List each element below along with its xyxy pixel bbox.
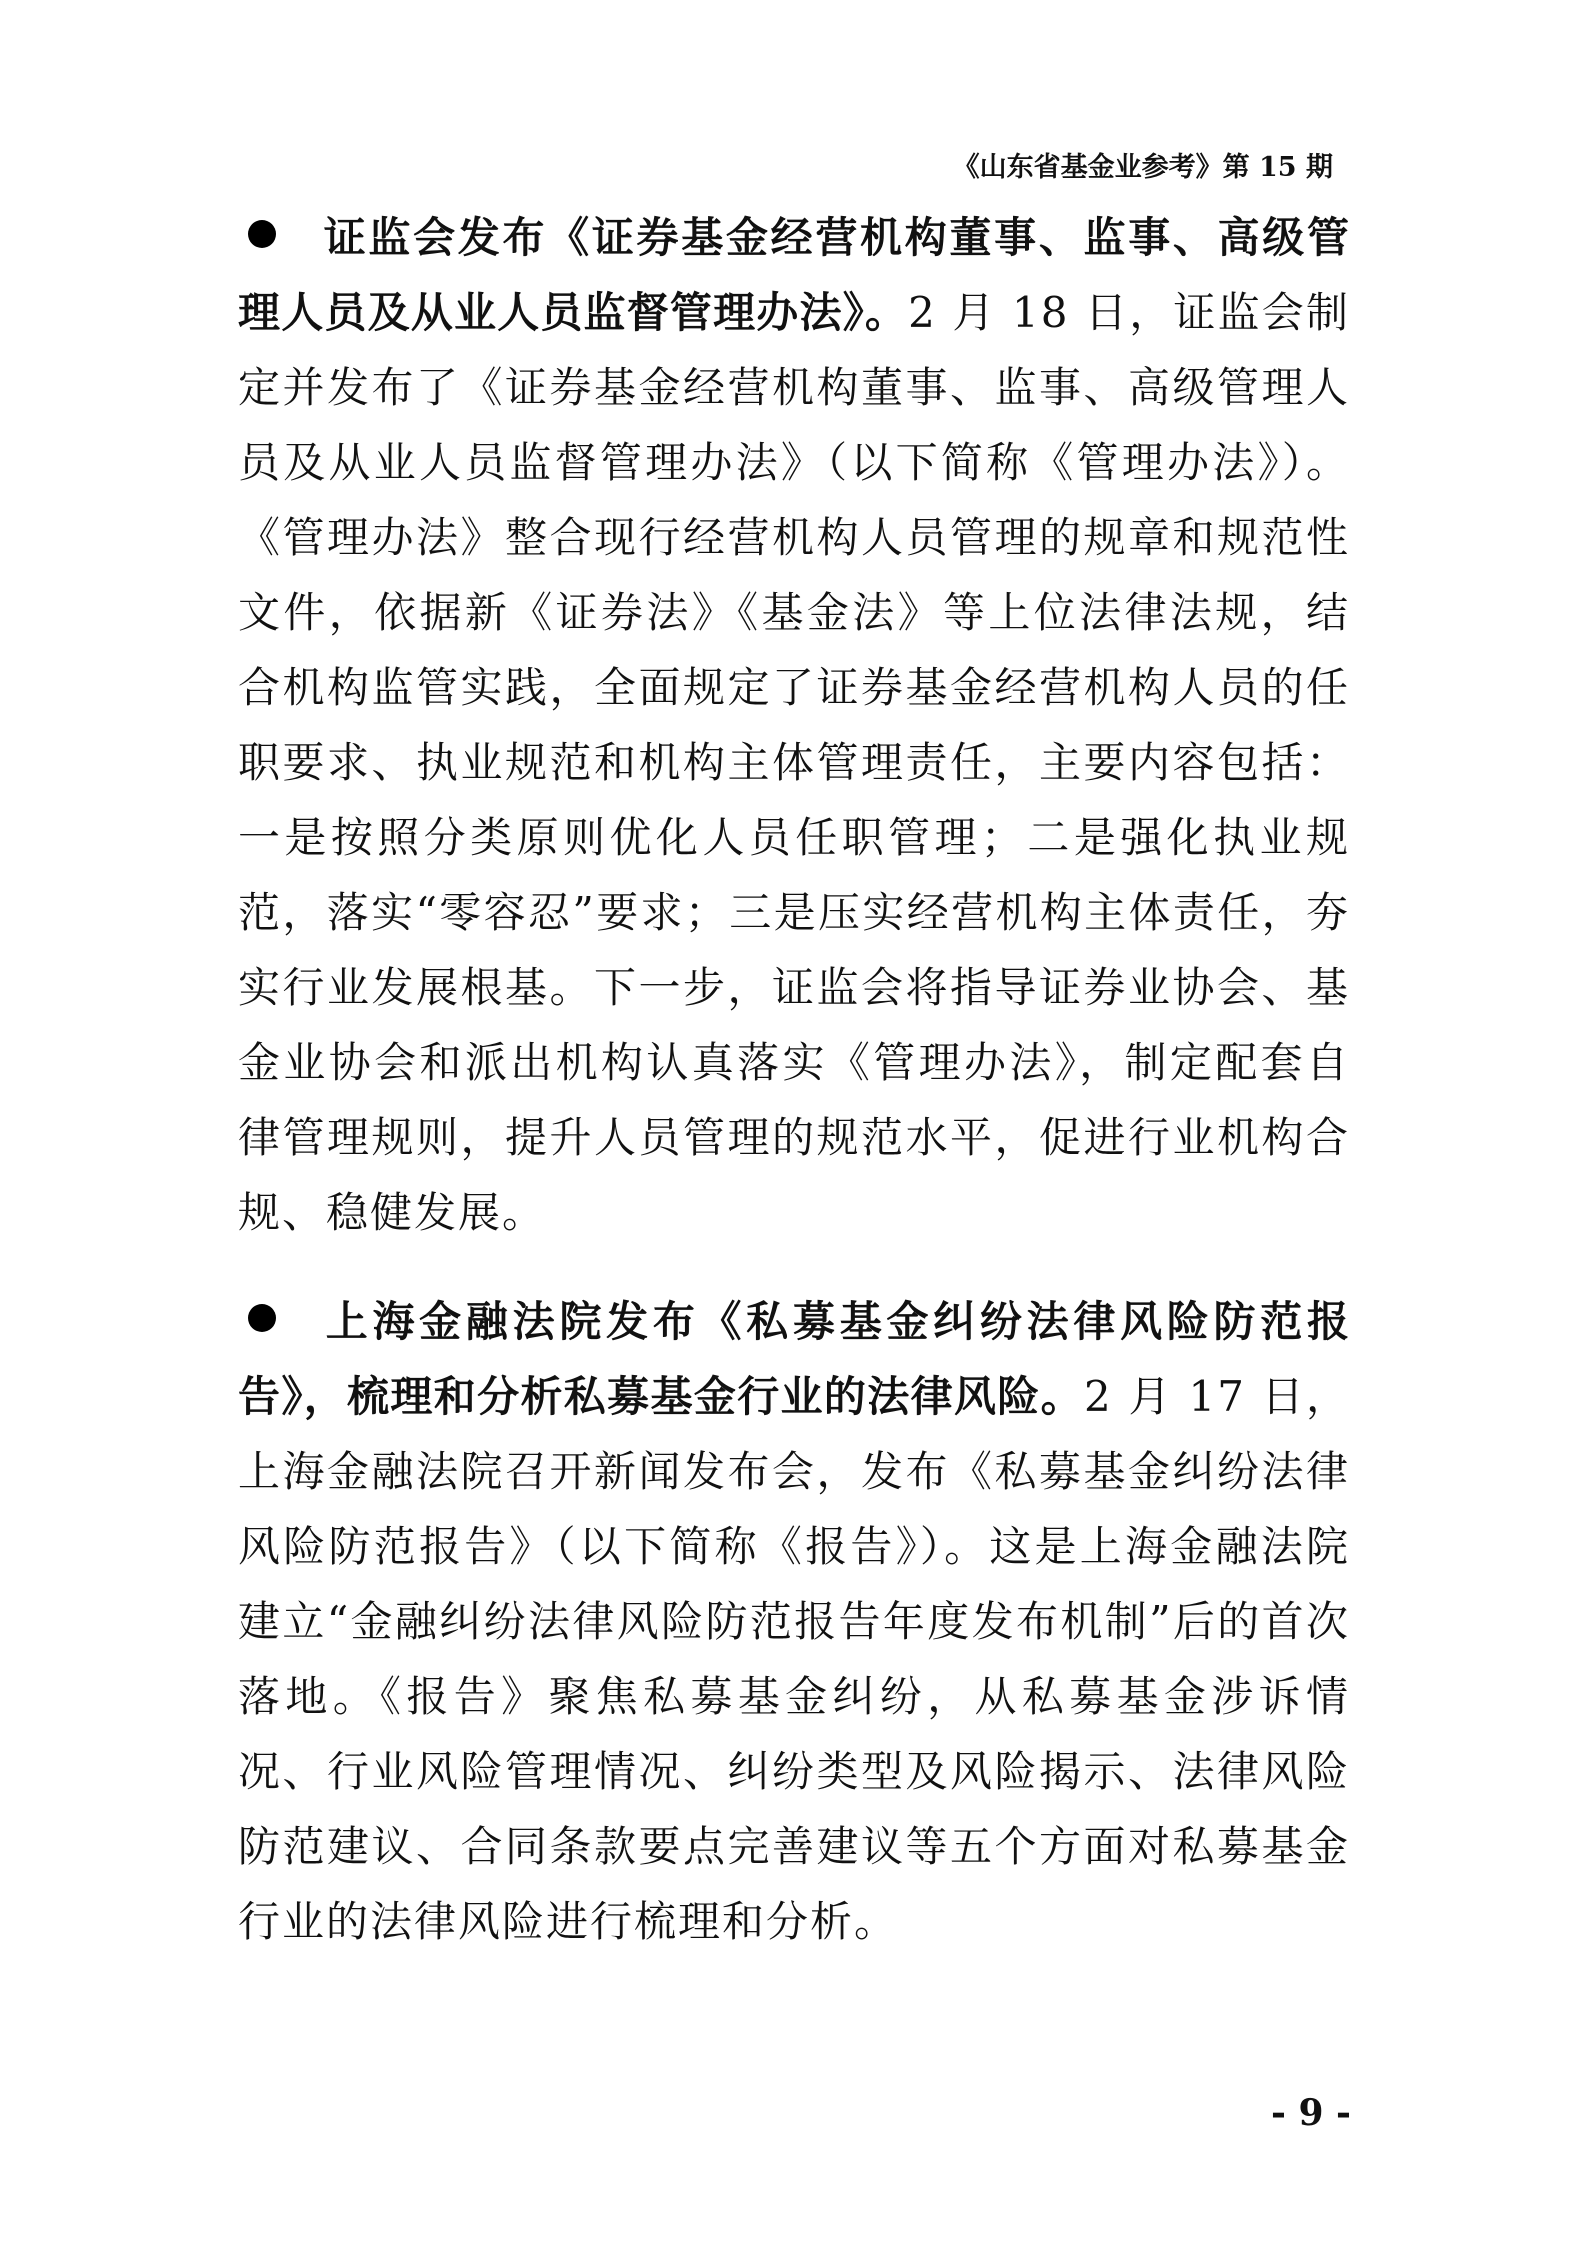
article-body [238,200,1350,1993]
page-number: - 9 - [1271,2092,1351,2134]
news-item-headline: 证监会发布《证券基金经营机构董事、监事、高级管理人员及从业人员监督管理办法》。 [238,213,1350,337]
news-item-body: 2 月 18 日，证监会制定并发布了《证券基金经营机构董事、监事、高级管理人员及从业人员监督管理办法》（以下简称《管理办法》）。《管理办法》整合现行经营机构人员管理的规章和规范性文件，依据新《证券法》《基金法》等上位法律法规，结合机构监管实践，全面规定了证券基金经营机构人员的任职要求、执业规范和机构主体管理责任，主要内容包括：一是按照分类原则优化人员任职管理；二是强化执业规范，落实“零容忍”要求；三是压实经营机构主体责任，夯实行业发展根基。下一步，证监会将指导证券业协会、基金业协会和派出机构认真落实《管理办法》，制定配套自律管理规则，提升人员管理的规范水平，促进行业机构合规、稳健发展。 [238,288,1350,1237]
running-header: 《山东省基金业参考》第 15 期 [952,152,1333,183]
news-item-2 [238,1284,1350,1959]
news-item-1 [238,200,1350,1250]
bullet-icon [248,1304,276,1332]
news-item-headline: 上海金融法院发布《私募基金纠纷法律风险防范报告》，梳理和分析私募基金行业的法律风险。 [238,1297,1350,1421]
news-item-paragraph [238,1284,1350,1959]
news-item-paragraph [238,200,1350,1250]
news-item-body: 2 月 17 日，上海金融法院召开新闻发布会，发布《私募基金纠纷法律风险防范报告》（以下简称《报告》）。这是上海金融法院建立“金融纠纷法律风险防范报告年度发布机制”后的首次落地。《报告》聚焦私募基金纠纷，从私募基金涉诉情况、行业风险管理情况、纠纷类型及风险揭示、法律风险防范建议、合同条款要点完善建议等五个方面对私募基金行业的法律风险进行梳理和分析。 [238,1372,1350,1946]
bullet-icon [248,220,276,248]
